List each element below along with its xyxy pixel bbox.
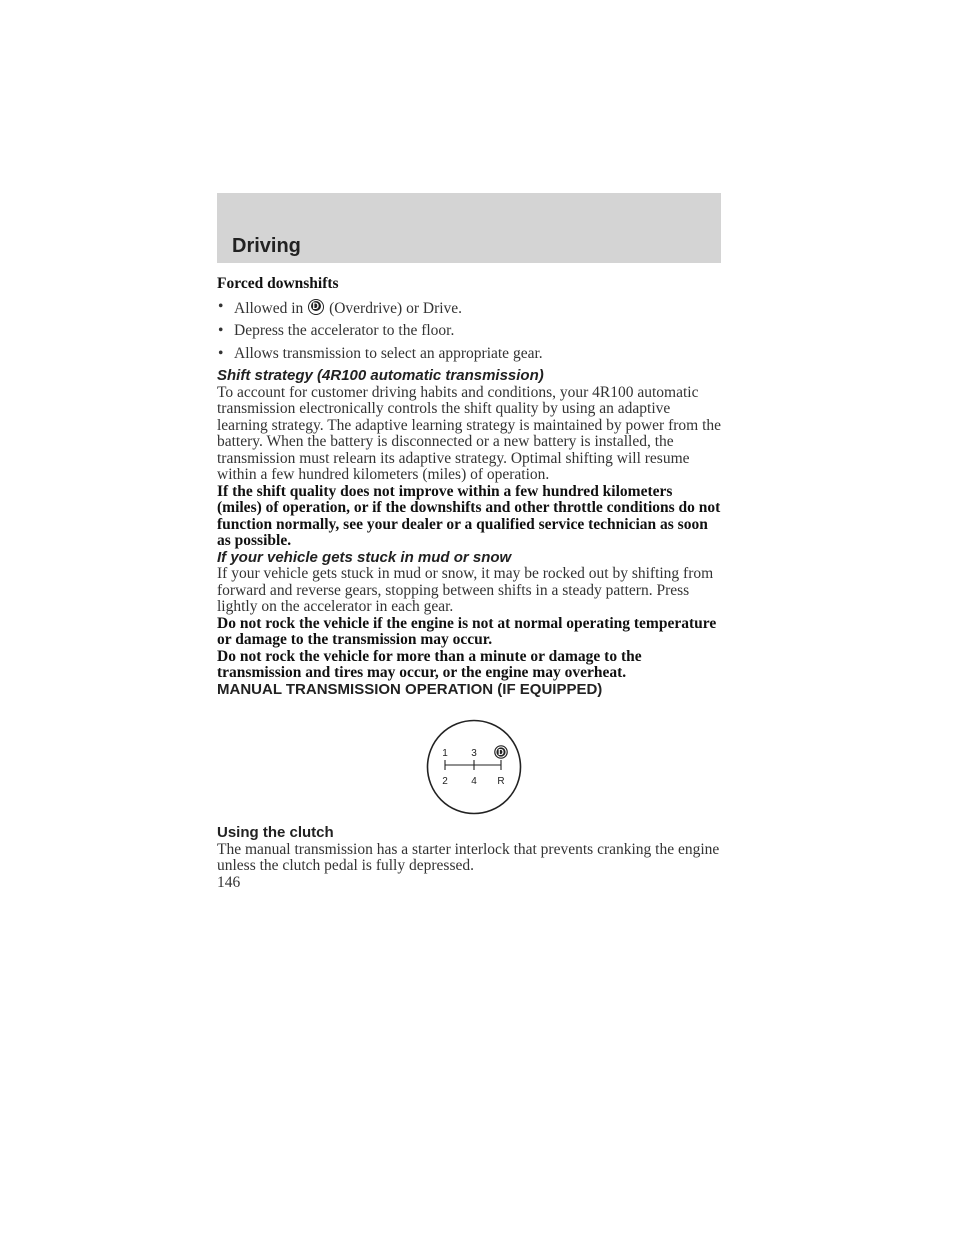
- clutch-body: The manual transmission has a starter interlock that prevents cranking the engine unless the clutch pedal is fully depressed.: [217, 840, 720, 874]
- overdrive-gear-label: D: [498, 748, 504, 758]
- bullet-text-after: (Overdrive) or Drive.: [329, 299, 463, 317]
- page-content: [217, 276, 721, 891]
- bullet-text-before: Allowed in: [234, 299, 304, 317]
- shift-strategy-warning: If the shift quality does not improve within a few hundred kilometers (miles) of operation, or if the downshifts and other throttle conditions do not function normally, see your dealer or a qualified service technician as soon as possible.: [217, 482, 721, 549]
- forced-downshifts-list: [217, 299, 721, 363]
- section-header-band: [217, 193, 721, 263]
- overdrive-icon-letter: D: [312, 301, 319, 311]
- gear-1-label: 1: [442, 748, 448, 759]
- page-number: 146: [217, 873, 241, 891]
- list-item: [217, 299, 721, 318]
- stuck-warning-duration: Do not rock the vehicle for more than a minute or damage to the transmission and tires may occur, or the engine may overheat.: [217, 647, 642, 681]
- list-item: [217, 323, 721, 340]
- bullet-icon: •: [218, 322, 224, 339]
- bullet-icon: •: [218, 344, 224, 362]
- overdrive-icon: [308, 299, 324, 315]
- gear-3-label: 3: [471, 748, 477, 759]
- shift-pattern-svg: [426, 719, 522, 815]
- shift-pattern-diagram: [217, 709, 721, 825]
- list-item: [217, 346, 721, 363]
- bullet-text: Allows transmission to select an appropriate gear.: [234, 344, 543, 362]
- shift-strategy-body: To account for customer driving habits and conditions, your 4R100 automatic transmission electronically controls the shift quality by using an adaptive learning strategy. The adaptive learning strategy is maintained by power from the battery. When the battery is disconnected or a new battery is installed, the transmission must relearn its adaptive strategy. Optimal shifting will resume within a few hundred kilometers (miles) of operation.: [217, 383, 722, 483]
- shift-strategy-heading: Shift strategy (4R100 automatic transmission): [217, 367, 544, 384]
- manual-transmission-heading: MANUAL TRANSMISSION OPERATION (IF EQUIPPED): [217, 680, 603, 698]
- gear-4-label: 4: [471, 776, 477, 787]
- section-title: Driving: [232, 235, 301, 257]
- gear-2-label: 2: [442, 776, 448, 787]
- reverse-gear-label: R: [497, 776, 505, 787]
- forced-downshifts-heading: Forced downshifts: [217, 275, 339, 292]
- stuck-heading: If your vehicle gets stuck in mud or snow: [217, 548, 512, 566]
- stuck-body: If your vehicle gets stuck in mud or snow, it may be rocked out by shifting from forward and reverse gears, stopping between shifts in a steady pattern. Press lightly on the accelerator in each gear.: [217, 565, 714, 615]
- bullet-text: Depress the accelerator to the floor.: [234, 322, 455, 339]
- clutch-heading: Using the clutch: [217, 824, 334, 841]
- bullet-icon: •: [218, 297, 224, 315]
- stuck-warning-temperature: Do not rock the vehicle if the engine is not at normal operating temperature or damage to the transmission may occur.: [217, 614, 717, 648]
